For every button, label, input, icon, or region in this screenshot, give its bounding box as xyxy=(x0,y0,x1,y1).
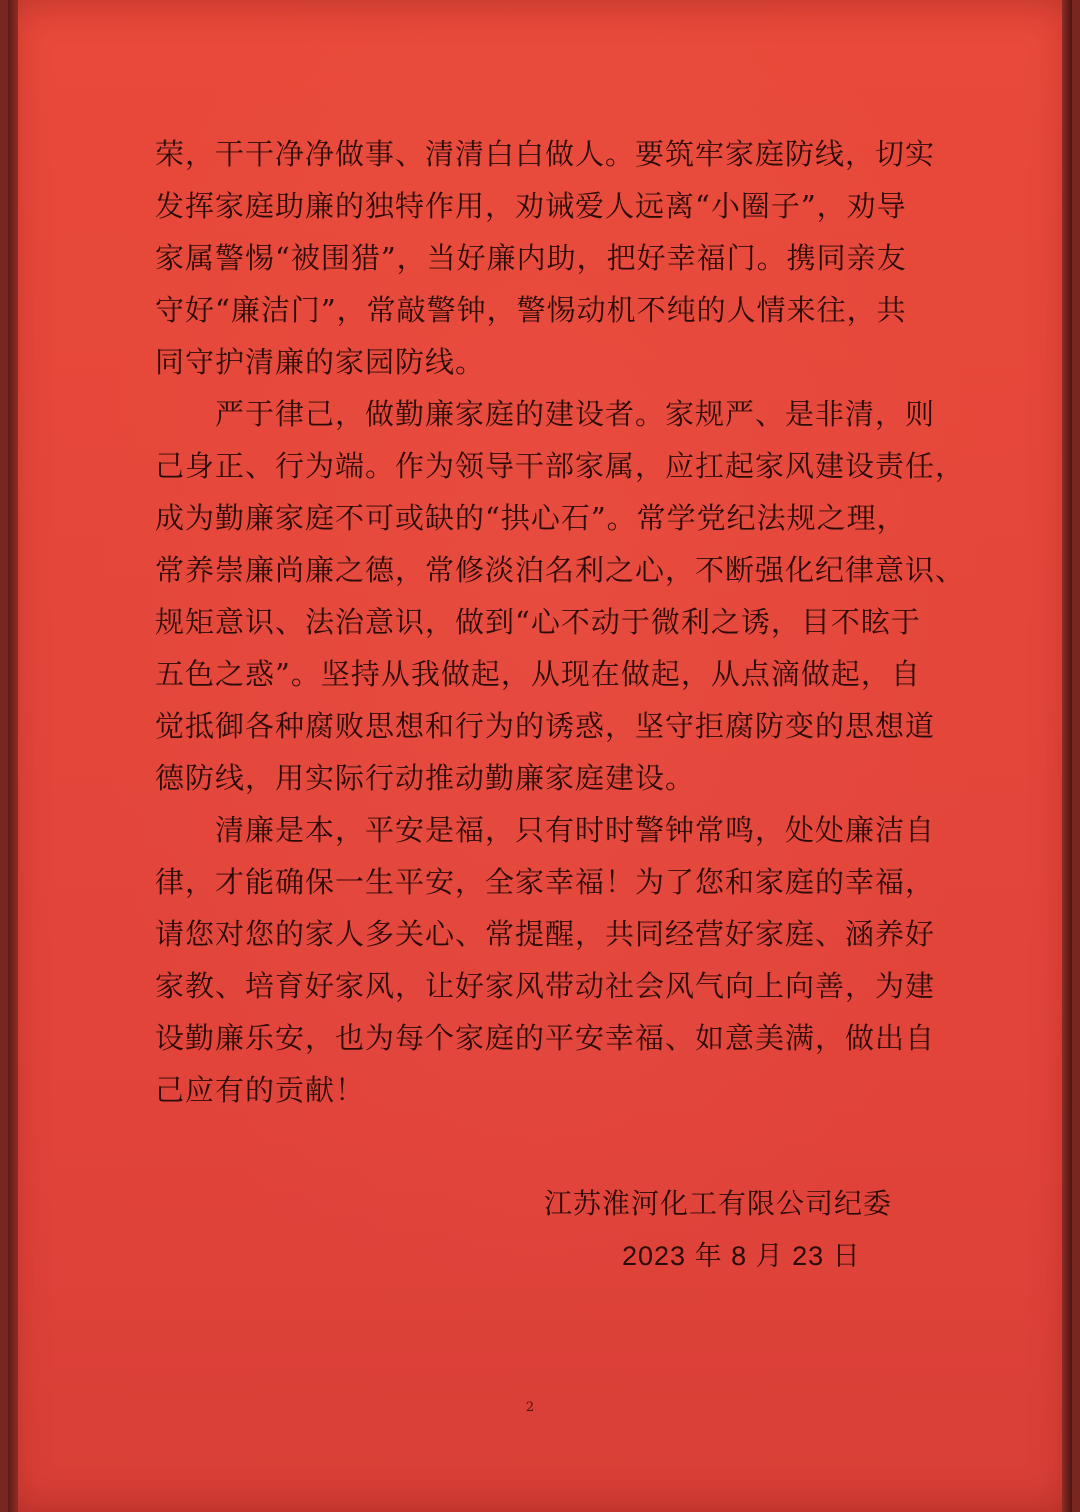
signature-date: 2023 年 8 月 23 日 xyxy=(622,1241,861,1271)
body-line: 清廉是本，平安是福，只有时时警钟常鸣，处处廉洁自 xyxy=(155,813,936,847)
page-right-edge xyxy=(1062,0,1072,1512)
body-line: 觉抵御各种腐败思想和行为的诱惑，坚守拒腐防变的思想道 xyxy=(155,709,936,743)
body-line: 设勤廉乐安，也为每个家庭的平安幸福、如意美满，做出自 xyxy=(155,1021,936,1055)
body-line: 成为勤廉家庭不可或缺的“拱心石”。常学党纪法规之理， xyxy=(155,501,907,535)
body-line: 德防线，用实际行动推动勤廉家庭建设。 xyxy=(155,761,696,795)
body-line: 五色之惑”。坚持从我做起，从现在做起，从点滴做起，自 xyxy=(155,657,921,691)
body-line: 请您对您的家人多关心、常提醒，共同经营好家庭、涵养好 xyxy=(155,917,936,951)
body-line: 常养崇廉尚廉之德，常修淡泊名利之心，不断强化纪律意识、 xyxy=(155,553,966,587)
body-line: 家属警惕“被围猎”，当好廉内助，把好幸福门。携同亲友 xyxy=(155,241,907,275)
body-line: 同守护清廉的家园防线。 xyxy=(155,345,486,379)
page-number: 2 xyxy=(525,1400,535,1415)
body-line: 守好“廉洁门”，常敲警钟，警惕动机不纯的人情来往，共 xyxy=(155,293,907,327)
body-line: 律，才能确保一生平安，全家幸福！为了您和家庭的幸福， xyxy=(155,865,936,899)
body-line: 己身正、行为端。作为领导干部家属，应扛起家风建设责任， xyxy=(155,449,966,483)
body-line: 发挥家庭助廉的独特作用，劝诫爱人远离“小圈子”，劝导 xyxy=(155,189,907,223)
letter-page xyxy=(8,0,1072,1512)
body-line: 严于律己，做勤廉家庭的建设者。家规严、是非清，则 xyxy=(155,397,936,431)
body-line: 荣，干干净净做事、清清白白做人。要筑牢家庭防线，切实 xyxy=(155,137,936,171)
page-left-edge xyxy=(8,0,18,1512)
body-line: 规矩意识、法治意识，做到“心不动于微利之诱，目不眩于 xyxy=(155,605,921,639)
signature-block xyxy=(544,1178,944,1282)
body-line: 家教、培育好家风，让好家风带动社会风气向上向善，为建 xyxy=(155,969,936,1003)
signature-organization: 江苏淮河化工有限公司纪委 xyxy=(544,1187,893,1220)
letter-body xyxy=(155,128,966,1116)
body-line: 己应有的贡献！ xyxy=(155,1073,366,1107)
